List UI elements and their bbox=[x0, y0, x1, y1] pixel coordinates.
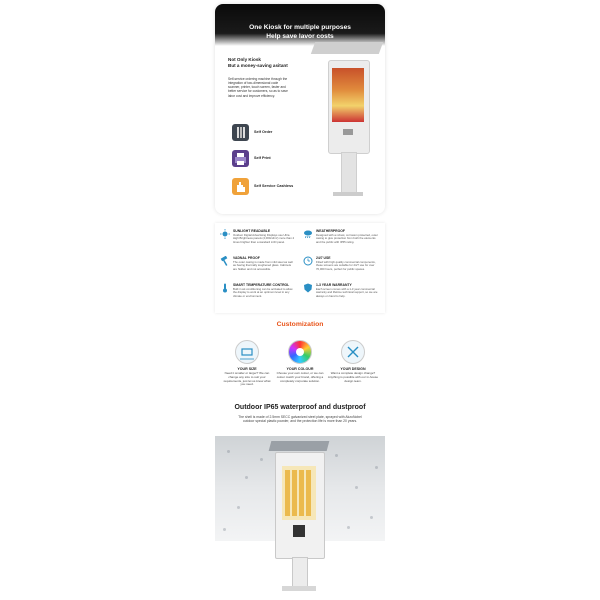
subheading-line1: Not Only Kiosk bbox=[228, 57, 261, 62]
spec-desc: The outer casing is made from mild steel as well as having thermally toughened glass. Cabinets are hidden and not accessible. bbox=[233, 260, 293, 271]
hammer-icon bbox=[220, 256, 230, 266]
custom-desc: Want a complete design change? Anything is possible with our in-house design team. bbox=[327, 371, 379, 383]
waterproof-title: Outdoor IP65 waterproof and dustproof bbox=[234, 404, 366, 411]
spec-desc: Built in air-conditioning can be activated to allow the display to work at an optimum level in any climate or environment. bbox=[233, 287, 293, 298]
custom-colour bbox=[274, 340, 326, 383]
custom-desc: Choose your own colour, or we can colour match your brand, offering a completely corporate solution. bbox=[276, 371, 324, 383]
spec-title: WEATHERPROOF bbox=[316, 229, 345, 233]
resize-icon bbox=[235, 340, 259, 364]
design-tools-icon bbox=[341, 340, 365, 364]
spec-title: SUNLIGHT READABLE bbox=[233, 229, 271, 233]
headline-line2: Help save lavor costs bbox=[266, 33, 334, 40]
sun-icon bbox=[220, 229, 230, 239]
custom-title: YOUR DESIGN bbox=[340, 367, 366, 371]
custom-size bbox=[221, 340, 273, 387]
spec-desc: Each screen comes with a 1-3 year commercial warranty and lifetime technical support, so we are always on hand to help. bbox=[316, 287, 378, 298]
customization-title: Customization bbox=[276, 321, 324, 328]
spec-desc: Outdoor Digital Advertising Displays use Ultra High Brightness panels (2,000cd/m²) more than 4 times brighter than a standard LCD panel. bbox=[233, 233, 295, 244]
feature-label: Self Service Cashless bbox=[254, 184, 294, 188]
spec-title: 1-3 YEAR WARRANTY bbox=[316, 283, 352, 287]
spec-desc: Designed with a robust, corrosion protected, outer casing to give protection from both the elements and the public with IP65 rating. bbox=[316, 233, 378, 244]
custom-title: YOUR COLOUR bbox=[286, 367, 314, 371]
spec-title: SMART TEMPERATURE CONTROL bbox=[233, 283, 290, 287]
subheading bbox=[228, 57, 308, 68]
headline-line1: One Kiosk for multiple purposes bbox=[249, 24, 351, 31]
waterproof-desc: The shell is made of 2.5mm SECC galvanized steel plate, sprayed with AkzoNobel outdoor special plastic powder, and the protection life is more than 20 years. bbox=[238, 415, 362, 424]
custom-desc: Need it smaller or larger? We can change any size to suit your requirements, just let us know what you need. bbox=[223, 371, 271, 387]
order-icon bbox=[232, 124, 249, 141]
weather-icon bbox=[303, 229, 313, 239]
spec-weatherproof bbox=[303, 229, 385, 255]
spec-title: VADNAL PROOF bbox=[233, 256, 260, 260]
hero-card bbox=[215, 4, 385, 214]
thermometer-icon bbox=[220, 283, 230, 293]
spec-247 bbox=[303, 256, 385, 282]
spec-desc: Fitted with high quality commercial components, these screens are suitable for 24/7 use for over 70,000 hours, perfect for public spaces. bbox=[316, 260, 376, 271]
printer-icon bbox=[232, 150, 249, 167]
hand-payment-icon bbox=[232, 178, 249, 195]
subheading-line2: But a money-saving asitant bbox=[228, 62, 288, 68]
spec-vandal bbox=[220, 256, 302, 282]
custom-design bbox=[327, 340, 379, 383]
feature-label: Self Order bbox=[254, 130, 273, 134]
spec-title: 24/7 USE bbox=[316, 256, 331, 260]
clock-icon bbox=[303, 256, 313, 266]
custom-title: YOUR SIZE bbox=[237, 367, 257, 371]
feature-label: Self Print bbox=[254, 156, 271, 160]
spec-warranty bbox=[303, 283, 385, 309]
shield-icon bbox=[303, 283, 313, 293]
specs-panel bbox=[215, 223, 385, 313]
spec-sunlight bbox=[220, 229, 302, 255]
hero-description: Self-service ordering machine through the integration of two-dimensional code scanner, printer, touch screen, faster and better service for customers, so as to save labor cost and improve efficiency. bbox=[228, 77, 288, 98]
spec-temperature bbox=[220, 283, 302, 309]
colour-wheel-icon bbox=[288, 340, 312, 364]
